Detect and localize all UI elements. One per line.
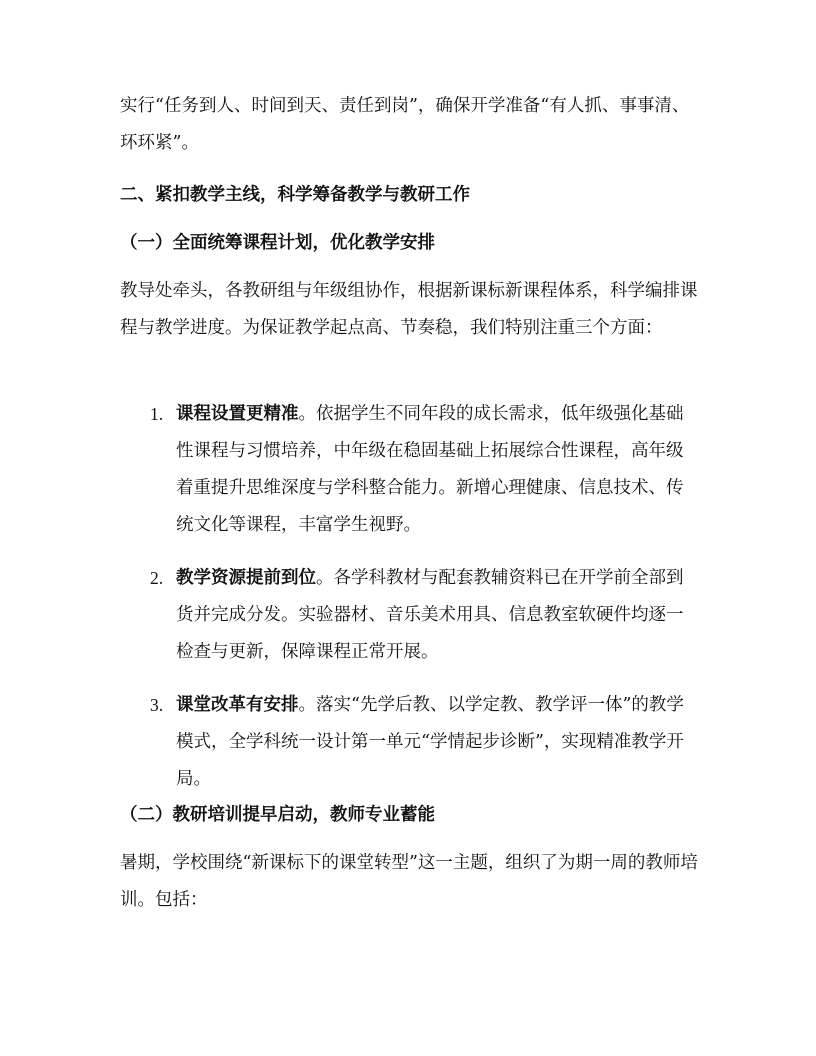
list-item-text: 。依据学生不同年段的成长需求，低年级强化基础性课程与习惯培养，中年级在稳固基础上拓展综合性课程，高年级着重提升思维深度与学科整合能力。新增心理健康、信息技术、传统文化等课程，丰富学生视野。 (176, 404, 684, 535)
curriculum-paragraph: 教导处牵头，各教研组与年级组协作，根据新课标新课程体系，科学编排课程与教学进度。为保证教学起点高、节奏稳，我们特别注重三个方面： (120, 281, 698, 338)
list-number: 2. (150, 568, 164, 588)
list-item (120, 687, 700, 798)
list-item-lead: 教学资源提前到位 (176, 568, 316, 588)
training-paragraph: 暑期，学校围绕“新课标下的课堂转型”这一主题，组织了为期一周的教师培训。包括： (120, 853, 698, 910)
numbered-list (120, 396, 700, 798)
list-item (120, 396, 700, 544)
list-item (120, 560, 700, 671)
intro-paragraph: 实行“任务到人、时间到天、责任到岗”，确保开学准备“有人抓、事事清、环环紧”。 (120, 96, 690, 153)
subsection-heading-2: （二）教研培训提早启动，教师专业蓄能 (120, 805, 435, 825)
list-number: 1. (150, 404, 164, 424)
list-item-text: 。各学科教材与配套教辅资料已在开学前全部到货并完成分发。实验器材、音乐美术用具、信息教室软硬件均逐一检查与更新，保障课程正常开展。 (176, 568, 684, 662)
list-number: 3. (150, 695, 164, 715)
list-item-lead: 课堂改革有安排 (176, 695, 299, 715)
section-heading: 二、紧扣教学主线，科学筹备教学与教研工作 (120, 185, 470, 205)
list-item-text: 。落实“先学后教、以学定教、教学评一体”的教学模式，全学科统一设计第一单元“学情起步诊断”，实现精准教学开局。 (176, 695, 684, 789)
subsection-heading-1: （一）全面统筹课程计划，优化教学安排 (120, 233, 435, 253)
list-item-lead: 课程设置更精准 (176, 404, 299, 424)
